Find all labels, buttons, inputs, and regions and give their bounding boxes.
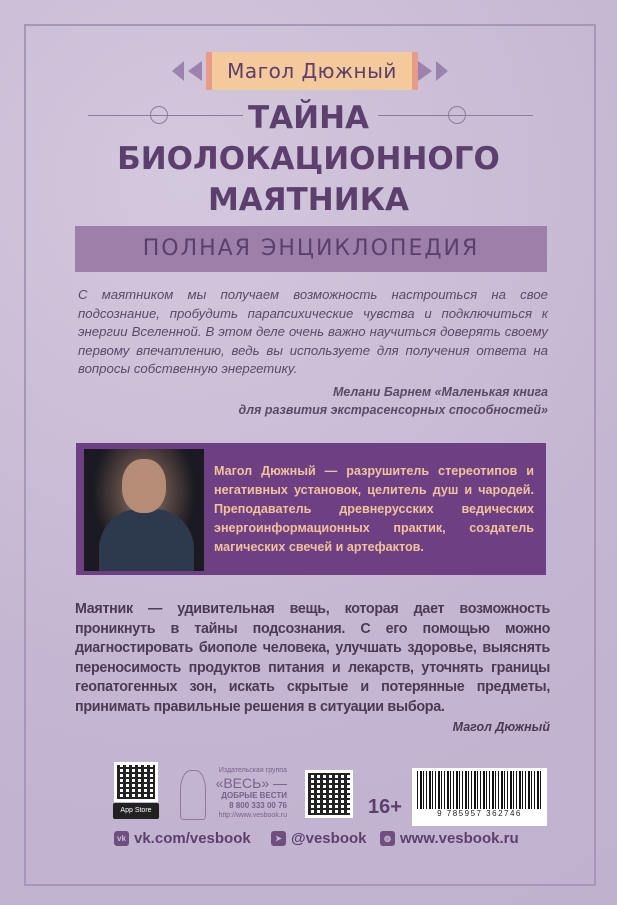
- author-photo: [84, 449, 204, 571]
- description-signature: Магол Дюжный: [452, 720, 550, 734]
- appstore-badge: App Store: [113, 803, 159, 819]
- publisher-phone: 8 800 333 00 76: [229, 801, 287, 810]
- author-bio: Магол Дюжный — разрушитель стереотипов и негативных установок, целитель душ и чародей. Преподаватель древнерусских ведических энергоинформационных практик, создатель магических свечей и артефактов.: [214, 463, 534, 554]
- arrow-left-icon: [188, 61, 202, 81]
- description-block: [75, 600, 550, 735]
- vk-text: vk.com/vesbook: [134, 830, 251, 847]
- publisher-slogan: ДОБРЫЕ ВЕСТИ: [221, 791, 287, 800]
- globe-icon: ◍: [380, 831, 395, 846]
- vk-link[interactable]: [114, 830, 251, 847]
- isbn: 9 785957 362746: [437, 809, 522, 818]
- website-text: www.vesbook.ru: [400, 830, 519, 847]
- website-link[interactable]: [380, 830, 519, 847]
- quote-source-line: Мелани Барнем «Маленькая книга: [333, 384, 548, 399]
- subtitle-banner: ПОЛНАЯ ЭНЦИКЛОПЕДИЯ: [75, 226, 547, 272]
- title-line: МАЯТНИКА: [207, 182, 410, 218]
- telegram-text: @vesbook: [291, 830, 367, 847]
- qr-code: [305, 770, 353, 818]
- book-title: [0, 98, 617, 221]
- age-rating: 16+: [368, 796, 402, 818]
- arrow-right-icon: [418, 61, 432, 81]
- vk-icon: vk: [114, 831, 129, 846]
- author-bio-box: [76, 443, 546, 575]
- author-tag: Магол Дюжный: [206, 52, 418, 90]
- telegram-icon: ➤: [271, 831, 286, 846]
- publisher-group: Издательская группа: [218, 767, 287, 774]
- quote-source-line: для развития экстрасенсорных способностей»: [238, 402, 548, 417]
- arrow-right-icon: [436, 61, 448, 81]
- book-description: Маятник — удивительная вещь, которая дает возможность проникнуть в тайны подсознания. С его помощью можно диагностировать биополе человека, улучшать здоровье, выяснять переносимость продуктов питания и лекарств, уточнять границы геопатогенных зон, искать скрытые и потерянные предметы, принимать правильные решения в ситуации выбора.: [75, 601, 550, 715]
- title-line: ТАЙНА: [247, 100, 370, 136]
- publisher-name: «ВЕСЬ» —: [215, 775, 287, 791]
- epigraph-block: [78, 286, 548, 419]
- barcode: [412, 768, 547, 826]
- quote-source: [239, 383, 548, 419]
- publisher-info: [177, 766, 287, 821]
- title-line: БИОЛОКАЦИОННОГО: [117, 141, 500, 177]
- epigraph-quote: С маятником мы получаем возможность настроиться на свое подсознание, пробудить парапсихические чувства и подключиться к энергии Вселенной. В этом деле очень важно научиться доверять своему первому впечатлению, ведь вы используете для получения ответа на вопросы собственную энергетику.: [78, 287, 548, 376]
- qr-code-app: [114, 762, 158, 802]
- telegram-link[interactable]: [271, 830, 366, 847]
- arrow-left-icon: [172, 61, 184, 81]
- publisher-url: http://www.vesbook.ru: [218, 812, 287, 819]
